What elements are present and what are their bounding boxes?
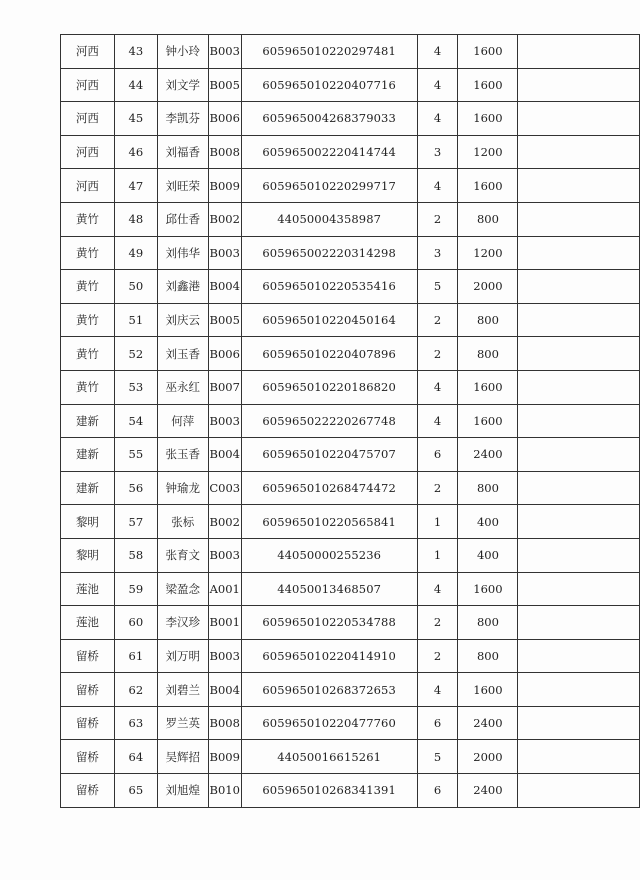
- note-cell: [518, 774, 640, 808]
- village-cell: 河西: [61, 68, 115, 102]
- village-cell: 留桥: [61, 740, 115, 774]
- note-cell: [518, 438, 640, 472]
- code-cell: B006: [208, 337, 241, 371]
- village-cell: 留桥: [61, 774, 115, 808]
- note-cell: [518, 236, 640, 270]
- account-cell: 605965010268474472: [241, 471, 417, 505]
- note-cell: [518, 538, 640, 572]
- name-cell: 刘旭煌: [157, 774, 208, 808]
- table-row: [61, 438, 640, 472]
- account-cell: 605965002220414744: [241, 135, 417, 169]
- account-cell: 605965010268341391: [241, 774, 417, 808]
- name-cell: 张玉香: [157, 438, 208, 472]
- account-cell: 605965010220297481: [241, 35, 417, 69]
- name-cell: 刘玉香: [157, 337, 208, 371]
- count-cell: 4: [417, 169, 458, 203]
- table-row: [61, 35, 640, 69]
- amount-cell: 1600: [458, 102, 518, 136]
- village-cell: 河西: [61, 135, 115, 169]
- note-cell: [518, 639, 640, 673]
- count-cell: 6: [417, 438, 458, 472]
- table-row: [61, 135, 640, 169]
- name-cell: 李凯芬: [157, 102, 208, 136]
- table-row: [61, 471, 640, 505]
- amount-cell: 400: [458, 505, 518, 539]
- count-cell: 4: [417, 370, 458, 404]
- table-row: [61, 538, 640, 572]
- village-cell: 留桥: [61, 639, 115, 673]
- code-cell: B002: [208, 505, 241, 539]
- table-row: [61, 270, 640, 304]
- table-row: [61, 673, 640, 707]
- village-cell: 河西: [61, 169, 115, 203]
- table-row: [61, 303, 640, 337]
- village-cell: 黄竹: [61, 236, 115, 270]
- amount-cell: 1600: [458, 673, 518, 707]
- count-cell: 3: [417, 135, 458, 169]
- account-cell: 44050000255236: [241, 538, 417, 572]
- code-cell: B008: [208, 135, 241, 169]
- table-row: [61, 370, 640, 404]
- table-row: [61, 236, 640, 270]
- village-cell: 黄竹: [61, 337, 115, 371]
- name-cell: 张标: [157, 505, 208, 539]
- code-cell: B004: [208, 438, 241, 472]
- name-cell: 钟瑜龙: [157, 471, 208, 505]
- table-row: [61, 169, 640, 203]
- count-cell: 2: [417, 303, 458, 337]
- amount-cell: 400: [458, 538, 518, 572]
- amount-cell: 1600: [458, 404, 518, 438]
- count-cell: 2: [417, 471, 458, 505]
- number-cell: 50: [114, 270, 157, 304]
- count-cell: 2: [417, 202, 458, 236]
- account-cell: 605965010220407896: [241, 337, 417, 371]
- table-row: [61, 202, 640, 236]
- amount-cell: 2400: [458, 774, 518, 808]
- table-row: [61, 639, 640, 673]
- number-cell: 54: [114, 404, 157, 438]
- account-cell: 605965010220414910: [241, 639, 417, 673]
- table-row: [61, 774, 640, 808]
- number-cell: 46: [114, 135, 157, 169]
- account-cell: 605965022220267748: [241, 404, 417, 438]
- account-cell: 44050004358987: [241, 202, 417, 236]
- number-cell: 64: [114, 740, 157, 774]
- account-cell: 605965010220565841: [241, 505, 417, 539]
- number-cell: 60: [114, 606, 157, 640]
- count-cell: 2: [417, 639, 458, 673]
- account-cell: 605965010220450164: [241, 303, 417, 337]
- village-cell: 黎明: [61, 505, 115, 539]
- code-cell: B005: [208, 303, 241, 337]
- amount-cell: 800: [458, 303, 518, 337]
- note-cell: [518, 572, 640, 606]
- village-cell: 莲池: [61, 572, 115, 606]
- code-cell: B001: [208, 606, 241, 640]
- code-cell: B003: [208, 404, 241, 438]
- amount-cell: 800: [458, 337, 518, 371]
- village-cell: 黄竹: [61, 202, 115, 236]
- amount-cell: 1600: [458, 572, 518, 606]
- code-cell: B003: [208, 236, 241, 270]
- number-cell: 57: [114, 505, 157, 539]
- village-cell: 黄竹: [61, 370, 115, 404]
- count-cell: 2: [417, 337, 458, 371]
- note-cell: [518, 202, 640, 236]
- village-cell: 黄竹: [61, 303, 115, 337]
- name-cell: 吴辉招: [157, 740, 208, 774]
- name-cell: 刘文学: [157, 68, 208, 102]
- number-cell: 55: [114, 438, 157, 472]
- amount-cell: 800: [458, 202, 518, 236]
- code-cell: B003: [208, 35, 241, 69]
- village-cell: 河西: [61, 35, 115, 69]
- amount-cell: 2400: [458, 706, 518, 740]
- code-cell: B009: [208, 740, 241, 774]
- account-cell: 605965010220535416: [241, 270, 417, 304]
- name-cell: 梁盈念: [157, 572, 208, 606]
- number-cell: 63: [114, 706, 157, 740]
- number-cell: 45: [114, 102, 157, 136]
- name-cell: 刘碧兰: [157, 673, 208, 707]
- table-row: [61, 572, 640, 606]
- roster-table: [60, 34, 640, 808]
- code-cell: C003: [208, 471, 241, 505]
- note-cell: [518, 337, 640, 371]
- table-row: [61, 706, 640, 740]
- amount-cell: 2000: [458, 740, 518, 774]
- code-cell: B009: [208, 169, 241, 203]
- table-row: [61, 606, 640, 640]
- code-cell: B010: [208, 774, 241, 808]
- code-cell: B005: [208, 68, 241, 102]
- number-cell: 48: [114, 202, 157, 236]
- village-cell: 留桥: [61, 673, 115, 707]
- number-cell: 62: [114, 673, 157, 707]
- number-cell: 51: [114, 303, 157, 337]
- count-cell: 4: [417, 404, 458, 438]
- note-cell: [518, 270, 640, 304]
- number-cell: 49: [114, 236, 157, 270]
- account-cell: 605965010220475707: [241, 438, 417, 472]
- name-cell: 邱仕香: [157, 202, 208, 236]
- account-cell: 605965002220314298: [241, 236, 417, 270]
- code-cell: B003: [208, 538, 241, 572]
- note-cell: [518, 102, 640, 136]
- number-cell: 43: [114, 35, 157, 69]
- village-cell: 黎明: [61, 538, 115, 572]
- name-cell: 张育文: [157, 538, 208, 572]
- note-cell: [518, 370, 640, 404]
- name-cell: 巫永红: [157, 370, 208, 404]
- amount-cell: 1600: [458, 35, 518, 69]
- number-cell: 58: [114, 538, 157, 572]
- account-cell: 605965010220299717: [241, 169, 417, 203]
- code-cell: B002: [208, 202, 241, 236]
- number-cell: 47: [114, 169, 157, 203]
- number-cell: 65: [114, 774, 157, 808]
- count-cell: 6: [417, 706, 458, 740]
- account-cell: 605965010268372653: [241, 673, 417, 707]
- village-cell: 建新: [61, 438, 115, 472]
- code-cell: B003: [208, 639, 241, 673]
- account-cell: 605965004268379033: [241, 102, 417, 136]
- count-cell: 5: [417, 740, 458, 774]
- account-cell: 605965010220186820: [241, 370, 417, 404]
- amount-cell: 2400: [458, 438, 518, 472]
- note-cell: [518, 706, 640, 740]
- village-cell: 黄竹: [61, 270, 115, 304]
- count-cell: 4: [417, 68, 458, 102]
- note-cell: [518, 505, 640, 539]
- name-cell: 刘伟华: [157, 236, 208, 270]
- note-cell: [518, 471, 640, 505]
- name-cell: 罗兰英: [157, 706, 208, 740]
- village-cell: 莲池: [61, 606, 115, 640]
- table-row: [61, 68, 640, 102]
- code-cell: B006: [208, 102, 241, 136]
- name-cell: 钟小玲: [157, 35, 208, 69]
- name-cell: 刘福香: [157, 135, 208, 169]
- count-cell: 1: [417, 505, 458, 539]
- number-cell: 44: [114, 68, 157, 102]
- number-cell: 53: [114, 370, 157, 404]
- count-cell: 1: [417, 538, 458, 572]
- name-cell: 刘庆云: [157, 303, 208, 337]
- village-cell: 河西: [61, 102, 115, 136]
- amount-cell: 1200: [458, 236, 518, 270]
- village-cell: 留桥: [61, 706, 115, 740]
- number-cell: 59: [114, 572, 157, 606]
- amount-cell: 1600: [458, 169, 518, 203]
- account-cell: 605965010220407716: [241, 68, 417, 102]
- number-cell: 52: [114, 337, 157, 371]
- roster-table-body: [61, 35, 640, 808]
- village-cell: 建新: [61, 471, 115, 505]
- table-row: [61, 740, 640, 774]
- count-cell: 5: [417, 270, 458, 304]
- note-cell: [518, 68, 640, 102]
- code-cell: B007: [208, 370, 241, 404]
- account-cell: 605965010220477760: [241, 706, 417, 740]
- amount-cell: 1600: [458, 68, 518, 102]
- table-row: [61, 505, 640, 539]
- note-cell: [518, 606, 640, 640]
- table-row: [61, 337, 640, 371]
- amount-cell: 2000: [458, 270, 518, 304]
- note-cell: [518, 740, 640, 774]
- account-cell: 44050013468507: [241, 572, 417, 606]
- count-cell: 2: [417, 606, 458, 640]
- code-cell: B008: [208, 706, 241, 740]
- amount-cell: 800: [458, 639, 518, 673]
- note-cell: [518, 404, 640, 438]
- table-row: [61, 102, 640, 136]
- count-cell: 4: [417, 35, 458, 69]
- note-cell: [518, 673, 640, 707]
- village-cell: 建新: [61, 404, 115, 438]
- amount-cell: 1600: [458, 370, 518, 404]
- amount-cell: 800: [458, 471, 518, 505]
- code-cell: B004: [208, 673, 241, 707]
- table-row: [61, 404, 640, 438]
- note-cell: [518, 169, 640, 203]
- note-cell: [518, 303, 640, 337]
- name-cell: 刘万明: [157, 639, 208, 673]
- code-cell: A001: [208, 572, 241, 606]
- count-cell: 4: [417, 673, 458, 707]
- name-cell: 李汉珍: [157, 606, 208, 640]
- note-cell: [518, 35, 640, 69]
- count-cell: 4: [417, 102, 458, 136]
- name-cell: 刘旺荣: [157, 169, 208, 203]
- count-cell: 4: [417, 572, 458, 606]
- note-cell: [518, 135, 640, 169]
- number-cell: 61: [114, 639, 157, 673]
- account-cell: 44050016615261: [241, 740, 417, 774]
- name-cell: 何萍: [157, 404, 208, 438]
- code-cell: B004: [208, 270, 241, 304]
- amount-cell: 800: [458, 606, 518, 640]
- number-cell: 56: [114, 471, 157, 505]
- account-cell: 605965010220534788: [241, 606, 417, 640]
- count-cell: 6: [417, 774, 458, 808]
- name-cell: 刘鑫港: [157, 270, 208, 304]
- amount-cell: 1200: [458, 135, 518, 169]
- count-cell: 3: [417, 236, 458, 270]
